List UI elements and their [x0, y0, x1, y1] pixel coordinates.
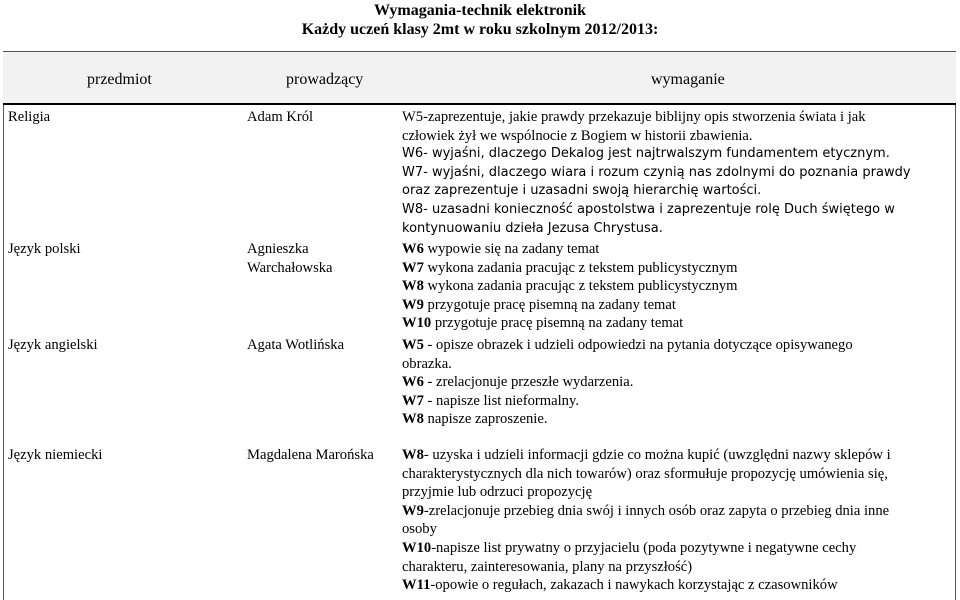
document-title — [0, 0, 960, 39]
requirement-cell — [402, 336, 954, 429]
title-line-2: Każdy uczeń klasy 2mt w roku szkolnym 2012/2013: — [301, 21, 659, 38]
requirement-code: W6 — [402, 241, 424, 257]
requirement-text: -napisze list prywatny o przyjacielu (poda pozytywne i negatywne cechy — [431, 539, 857, 556]
requirement-code: W8 — [402, 411, 424, 428]
requirement-line: oraz zaprezentuje i uzasadni swoją hierarchię wartości. — [402, 183, 762, 199]
requirement-cell — [402, 108, 954, 238]
requirement-text: -opowie o regułach, zakazach i nawykach korzystając z czasowników — [430, 577, 838, 594]
teacher-cell: Magdalena Marońska — [247, 447, 374, 463]
subject-cell: Język niemiecki — [8, 447, 103, 463]
requirement-text: przygotuje pracę pisemną na zadany temat — [431, 315, 684, 332]
subject-cell: Religia — [8, 109, 51, 125]
requirement-line: W5-zaprezentuje, jakie prawdy przekazuje biblijny opis stworzenia świata i jak — [402, 109, 866, 125]
requirement-code: W8 — [402, 447, 424, 463]
requirement-line: obrazka. — [402, 355, 452, 372]
requirement-text: wykona zadania pracując z tekstem publicystycznym — [423, 259, 738, 276]
requirement-code: W10 — [402, 539, 432, 556]
requirement-text: wykona zadania pracując z tekstem publicystycznym — [423, 278, 738, 295]
requirement-line: W6- wyjaśni, dlaczego Dekalog jest najtrwalszym fundamentem etycznym. — [402, 146, 890, 162]
requirement-line: przyjmie lub odrzuci propozycję — [402, 484, 593, 501]
requirement-line: charakteru, zainteresowania, plany na przyszłość) — [402, 558, 693, 575]
requirement-code: W7 — [402, 259, 424, 276]
requirement-code: W11 — [402, 577, 431, 594]
requirement-code: W8 — [402, 278, 424, 295]
title-line-1: Wymagania-technik elektronik — [373, 2, 586, 19]
requirement-line — [402, 240, 954, 259]
table-header-row — [3, 52, 956, 105]
requirement-code: W7 — [402, 392, 424, 409]
subject-cell: Język polski — [8, 241, 81, 257]
requirement-text: - zrelacjonuje przeszłe wydarzenia. — [423, 374, 634, 391]
teacher-cell: Adam Król — [247, 109, 314, 125]
requirement-line — [402, 410, 954, 429]
requirement-text: - napisze list nieformalny. — [423, 392, 579, 409]
requirement-line — [402, 259, 954, 278]
teacher-last-name: Warchałowska — [247, 259, 333, 276]
teacher-first-name: Agnieszka — [247, 241, 309, 257]
requirement-code: W9 — [402, 502, 424, 519]
header-subject: przedmiot — [87, 71, 152, 88]
requirement-text: - uzyska i udzieli informacji gdzie co można kupić (uwzględni nazwy sklepów i — [423, 447, 891, 463]
requirement-line — [402, 296, 954, 315]
requirement-code: W6 — [402, 374, 424, 391]
subject-cell: Język angielski — [8, 337, 98, 353]
requirement-line — [402, 392, 954, 411]
requirement-line: W8- uzasadni konieczność apostolstwa i zaprezentuje rolę Duch świętego w — [402, 201, 895, 217]
requirement-line: człowiek żył we wspólnocie z Bogiem w historii zbawienia. — [402, 127, 753, 144]
requirement-line: kontynuowaniu dzieła Jezusa Chrystusa. — [402, 220, 663, 236]
header-teacher: prowadzący — [286, 71, 364, 88]
requirement-line — [402, 277, 954, 296]
requirement-text: - opisze obrazek i udzieli odpowiedzi na pytania dotyczące opisywanego — [423, 337, 853, 353]
requirement-text: wypowie się na zadany temat — [423, 241, 600, 257]
header-requirement: wymaganie — [651, 71, 725, 88]
requirement-line: osoby — [402, 521, 437, 538]
requirement-line — [402, 314, 954, 333]
requirement-line — [402, 502, 954, 521]
teacher-cell: Agata Wotlińska — [247, 337, 345, 353]
requirement-line — [402, 576, 954, 595]
requirement-text: -zrelacjonuje przebieg dnia swój i innych osób oraz zapyta o przebieg dnia inne — [423, 502, 890, 519]
requirement-line — [402, 373, 954, 392]
requirement-line — [402, 336, 954, 355]
requirement-cell — [402, 240, 954, 333]
requirement-line — [402, 446, 954, 465]
requirement-line: charakterystycznych dla nich towarów) oraz sformułuje propozycję umówienia się, — [402, 465, 888, 482]
teacher-cell — [247, 240, 397, 277]
requirement-line: W7- wyjaśni, dlaczego wiara i rozum czynią nas zdolnymi do poznania prawdy — [402, 164, 911, 180]
requirement-code: W5 — [402, 337, 424, 353]
requirement-text: przygotuje pracę pisemną na zadany temat — [423, 296, 676, 313]
requirement-code: W10 — [402, 315, 432, 332]
requirement-text: napisze zaproszenie. — [423, 411, 548, 428]
requirement-line — [402, 539, 954, 558]
requirement-code: W9 — [402, 296, 424, 313]
requirement-cell — [402, 446, 954, 595]
